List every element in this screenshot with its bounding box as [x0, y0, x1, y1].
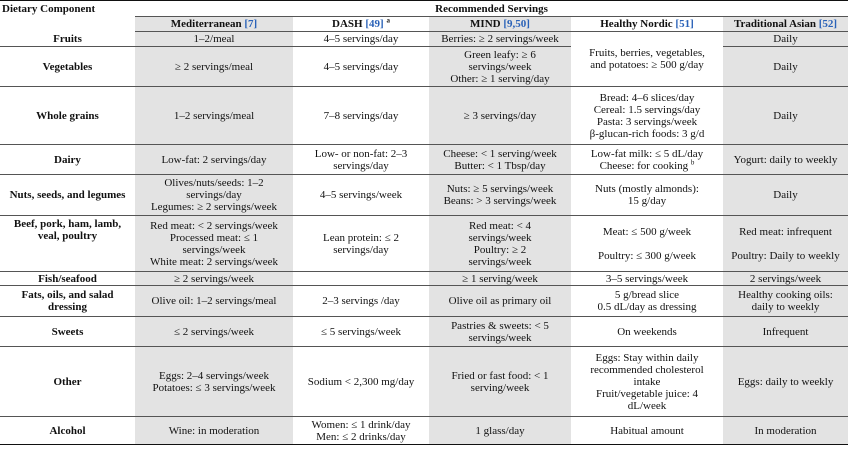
- table-row-fish-seafood: [0, 272, 848, 286]
- col-header-ref[interactable]: [49]: [365, 18, 384, 30]
- cell-mind: Berries: ≥ 2 servings/week: [429, 32, 571, 47]
- cell-healthy-nordic: Nuts (mostly almonds): 15 g/day: [571, 175, 723, 216]
- cell-traditional-asian: Daily: [723, 47, 848, 87]
- cell-traditional-asian: Red meat: infrequent Poultry: Daily to weekly: [723, 216, 848, 272]
- row-label: Other: [0, 347, 135, 417]
- col-header-ref[interactable]: [7]: [244, 18, 258, 30]
- cell-mind: ≥ 3 servings/day: [429, 87, 571, 145]
- table-row-whole-grains: [0, 87, 848, 145]
- cell-traditional-asian: In moderation: [723, 417, 848, 445]
- row-label: Nuts, seeds, and legumes: [0, 175, 135, 216]
- col-header-label: Traditional Asian: [733, 18, 816, 30]
- cell-mediterranean: Wine: in moderation: [135, 417, 293, 445]
- corner-header: Dietary Component: [2, 3, 96, 15]
- table-row-alcohol: [0, 417, 848, 445]
- row-label: Sweets: [0, 317, 135, 347]
- cell-mediterranean: ≤ 2 servings/week: [135, 317, 293, 347]
- cell-dash: Sodium < 2,300 mg/day: [293, 347, 429, 417]
- cell-traditional-asian: 2 servings/week: [723, 272, 848, 286]
- row-label: Alcohol: [0, 417, 135, 445]
- cell-healthy-nordic: On weekends: [571, 317, 723, 347]
- col-header-ref[interactable]: [52]: [818, 18, 838, 30]
- cell-dash: ≤ 5 servings/week: [293, 317, 429, 347]
- col-header-ref[interactable]: [9,50]: [503, 18, 530, 30]
- table-row-fats-oils: [0, 286, 848, 317]
- cell-dash: [293, 272, 429, 286]
- cell-mediterranean: ≥ 2 servings/meal: [135, 47, 293, 87]
- footnote-marker: b: [690, 157, 695, 166]
- row-label: Dairy: [0, 145, 135, 175]
- cell-mind: Olive oil as primary oil: [429, 286, 571, 317]
- col-header-healthy-nordic: [571, 17, 723, 32]
- cell-healthy-nordic: Fruits, berries, vegetables, and potatoes: ≥ 500 g/day: [571, 32, 723, 87]
- row-label: Fish/seafood: [0, 272, 135, 286]
- cell-dash: 2–3 servings /day: [293, 286, 429, 317]
- col-header-mediterranean: [135, 17, 293, 32]
- cell-traditional-asian: Daily: [723, 87, 848, 145]
- table-row-sweets: [0, 317, 848, 347]
- table-row-meat: [0, 216, 848, 272]
- table-row-dairy: [0, 145, 848, 175]
- cell-mediterranean: Eggs: 2–4 servings/week Potatoes: ≤ 3 servings/week: [135, 347, 293, 417]
- cell-dash: 7–8 servings/day: [293, 87, 429, 145]
- cell-mediterranean: ≥ 2 servings/week: [135, 272, 293, 286]
- cell-healthy-nordic: Habitual amount: [571, 417, 723, 445]
- col-header-label: DASH: [332, 18, 363, 30]
- cell-mind: Cheese: < 1 serving/week Butter: < 1 Tbsp/day: [429, 145, 571, 175]
- cell-text: Low-fat milk: ≤ 5 dL/day Cheese: for cooking: [590, 147, 704, 172]
- cell-traditional-asian: Eggs: daily to weekly: [723, 347, 848, 417]
- cell-traditional-asian: Yogurt: daily to weekly: [723, 145, 848, 175]
- cell-traditional-asian: Infrequent: [723, 317, 848, 347]
- group-header: Recommended Servings: [435, 2, 548, 15]
- cell-dash: Women: ≤ 1 drink/day Men: ≤ 2 drinks/day: [293, 417, 429, 445]
- col-header-label: MIND: [470, 18, 501, 30]
- cell-dash: 4–5 servings/day: [293, 32, 429, 47]
- cell-mediterranean: Olive oil: 1–2 servings/meal: [135, 286, 293, 317]
- cell-dash: 4–5 servings/day: [293, 47, 429, 87]
- col-header-traditional-asian: [723, 17, 848, 32]
- cell-mind: ≥ 1 serving/week: [429, 272, 571, 286]
- cell-healthy-nordic: Eggs: Stay within daily recommended cholesterol intake Fruit/vegetable juice: 4 dL/week: [571, 347, 723, 417]
- cell-mind: Fried or fast food: < 1 serving/week: [429, 347, 571, 417]
- cell-mediterranean: Low-fat: 2 servings/day: [135, 145, 293, 175]
- cell-healthy-nordic: Meat: ≤ 500 g/week Poultry: ≤ 300 g/week: [571, 216, 723, 272]
- cell-mediterranean: Red meat: < 2 servings/week Processed meat: ≤ 1 servings/week White meat: 2 servings/week: [135, 216, 293, 272]
- cell-mind: Nuts: ≥ 5 servings/week Beans: > 3 servings/week: [429, 175, 571, 216]
- col-header-label: Healthy Nordic: [600, 18, 673, 30]
- cell-traditional-asian: Healthy cooking oils: daily to weekly: [723, 286, 848, 317]
- cell-healthy-nordic: 3–5 servings/week: [571, 272, 723, 286]
- row-label: Fats, oils, and salad dressing: [0, 286, 135, 317]
- table-row-nuts-seeds-legumes: [0, 175, 848, 216]
- cell-healthy-nordic: [571, 145, 723, 175]
- footnote-marker: a: [386, 16, 390, 25]
- cell-healthy-nordic: Bread: 4–6 slices/day Cereal: 1.5 servings/day Pasta: 3 servings/week β-glucan-rich foods: 3 g/d: [571, 87, 723, 145]
- row-label: Beef, pork, ham, lamb, veal, poultry: [0, 216, 135, 272]
- col-header-ref[interactable]: [51]: [675, 18, 694, 30]
- cell-mind: Red meat: < 4 servings/week Poultry: ≥ 2 servings/week: [429, 216, 571, 272]
- table-row-fruits: [0, 32, 848, 47]
- cell-healthy-nordic: 5 g/bread slice 0.5 dL/day as dressing: [571, 286, 723, 317]
- row-label: Fruits: [0, 32, 135, 47]
- col-header-mind: [429, 17, 571, 32]
- cell-mediterranean: 1–2/meal: [135, 32, 293, 47]
- col-header-label: Mediterranean: [170, 18, 242, 30]
- col-header-dash: [293, 17, 429, 32]
- cell-traditional-asian: Daily: [723, 32, 848, 47]
- cell-mind: 1 glass/day: [429, 417, 571, 445]
- cell-mind: Green leafy: ≥ 6 servings/week Other: ≥ 1 serving/day: [429, 47, 571, 87]
- cell-dash: Lean protein: ≤ 2 servings/day: [293, 216, 429, 272]
- table-row-other: [0, 347, 848, 417]
- cell-mind: Pastries & sweets: < 5 servings/week: [429, 317, 571, 347]
- row-label: Vegetables: [0, 47, 135, 87]
- row-label: Whole grains: [0, 87, 135, 145]
- cell-mediterranean: 1–2 servings/meal: [135, 87, 293, 145]
- cell-dash: Low- or non-fat: 2–3 servings/day: [293, 145, 429, 175]
- cell-mediterranean: Olives/nuts/seeds: 1–2 servings/day Legumes: ≥ 2 servings/week: [135, 175, 293, 216]
- cell-traditional-asian: Daily: [723, 175, 848, 216]
- cell-dash: 4–5 servings/week: [293, 175, 429, 216]
